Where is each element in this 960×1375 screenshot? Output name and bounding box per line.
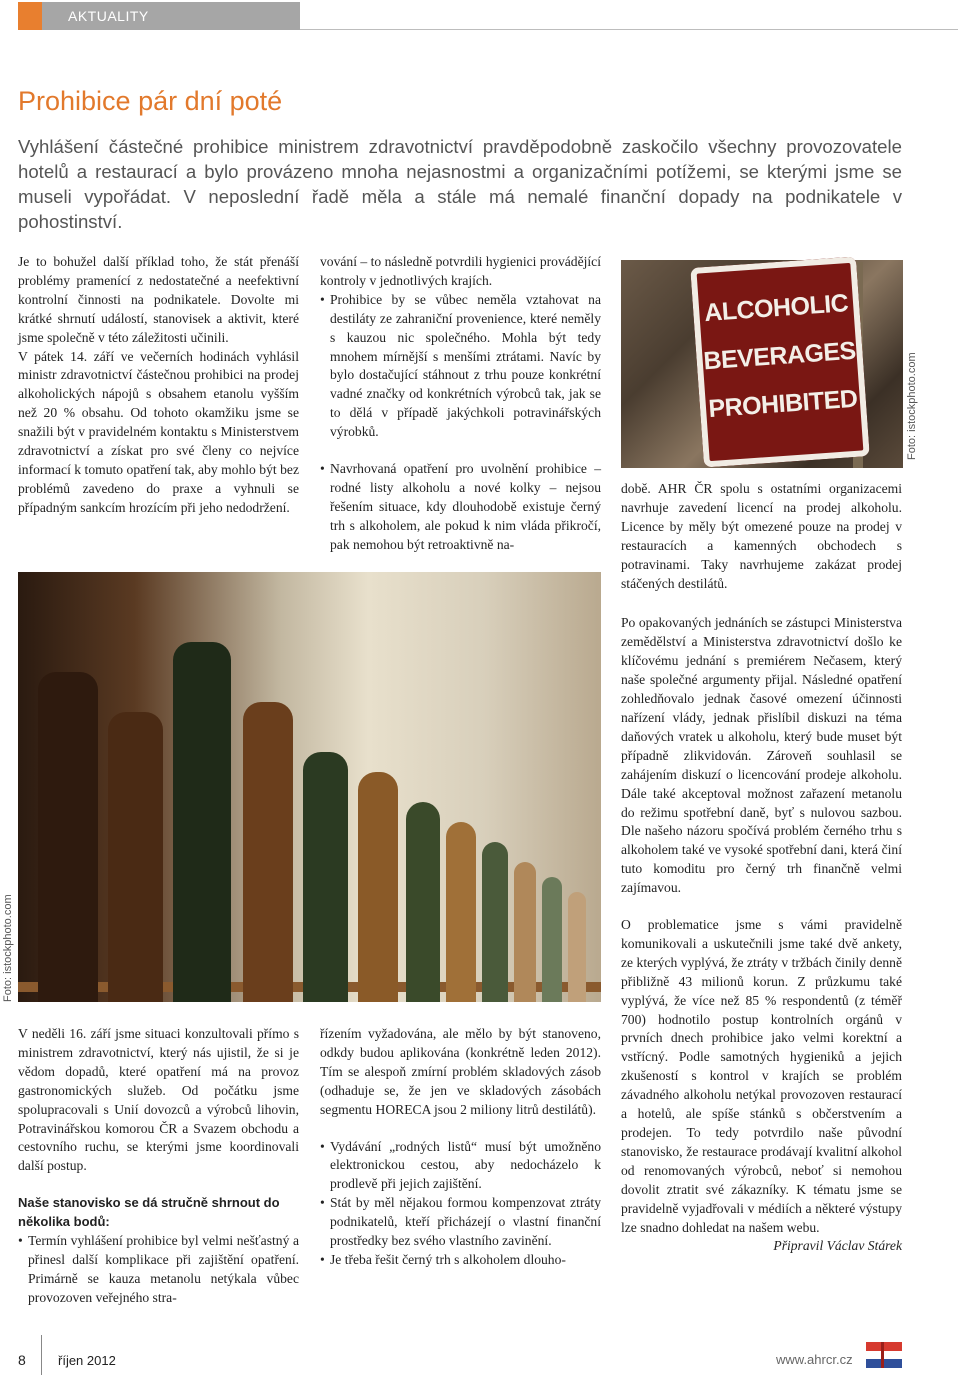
header-rule xyxy=(300,29,958,30)
sign-line: PROHIBITED xyxy=(707,384,859,424)
column-2-bottom xyxy=(320,1025,601,1270)
paragraph: době. AHR ČR spolu s ostatními organizacemi navrhuje zavedení licencí na prodej alkoholu. Licence by měly být omezené pouze na prodej v restauracích a kamenných obchodech s potravinami. Taky navrhujeme zakázat prodej stáčených destilátů. xyxy=(621,481,902,591)
bullet-item: • Prohibice by se vůbec neměla vztahovat na destiláty ze zahraniční provenience, které neměly s kauzou nic společného. Mohla být tedy mnohem mírnější s menšími ztrátami. Navíc by bylo dostačující stáhnout z trhu pouze konkrétní vadné značky od konkrétních výrobců tak, jak se to dělá v případě jakýchkoli potravinářských výrobků. xyxy=(320,291,601,442)
liquor-bottles-photo xyxy=(18,572,601,1002)
bottle xyxy=(542,877,562,1002)
article-title: Prohibice pár dní poté xyxy=(18,86,283,116)
section-accent xyxy=(18,2,42,30)
paragraph: V neděli 16. září jsme situaci konzultovali přímo s ministrem zdravotnictví, který nás ujistil, že si je vědom dopadů, které opatření má na provoz gastronomických služeb. Od počátku jsme spolupracovali s Unií dovozců a výrobců lihovin, Potravinářskou komorou ČR a Svazem obchodu a cestovního ruchu, se kterými jsme koordinovali další postup. xyxy=(18,1026,299,1174)
article-intro: Vyhlášení částečné prohibice ministrem zdravotnictví pravděpodobně zaskočilo všechny provozovatele hotelů a restaurací a bylo provázeno mnoha nejasnostmi a organizačními potížemi, se kterými jsme se museli vypořádat. V neposlední řadě měla a stále má nemalé finanční dopady na podnikatele v pohostinství. xyxy=(18,136,902,232)
column-2-top xyxy=(320,253,601,555)
paragraph: řízením vyžadována, ale mělo by být stanoveno, odkdy budou aplikována (konkrétně leden 2012). Tím se alespoň zmírní problém skladových zásob (odhaduje se, že jen ve skladových zásobách segmentu HORECA jsou 2 miliony litrů destilátů). xyxy=(320,1026,601,1117)
bottle xyxy=(173,642,231,1002)
ahr-logo-icon xyxy=(866,1342,902,1368)
bottle xyxy=(568,892,586,1002)
photo-credit: Foto: istockphoto.com xyxy=(2,894,14,1002)
footer-divider xyxy=(41,1335,42,1375)
bottle xyxy=(482,842,508,1002)
subheading: Naše stanovisko se dá stručně shrnout do několika bodů: xyxy=(18,1195,280,1230)
column-1-top xyxy=(18,253,299,518)
bottle xyxy=(108,712,163,1002)
alcohol-prohibited-sign xyxy=(690,256,870,467)
paragraph: V pátek 14. září ve večerních hodinách vyhlásil ministr zdravotnictví částečnou prohibici na prodej alkoholických nápojů s obsahem etanolu vyšším než 20 % obsahu. Od tohoto okamžiku jsme se snažili být v pravidelném kontaktu s Ministerstvem zdravotnictví a získat pro své členy co nejvíce informací k tomuto opatření tak, aby mohlo být bez problémů zavedeno do praxe a vyhnuli se případným sankcím hrozícím při jeho nedodržení. xyxy=(18,348,299,515)
bottle xyxy=(446,822,476,1002)
bullet-item: • Navrhovaná opatření pro uvolnění prohibice – rodné listy alkoholu a nové kolky – nejsou řešením situace, kdy dlouhodobě existuje černý trh s alkoholem, ale pokud k nim vláda přikročí, pak nemohou být retroaktivně na- xyxy=(320,460,601,555)
paragraph: Po opakovaných jednáních se zástupci Ministerstva zemědělství a Ministerstva zdravotnictví došlo ke klíčovému jednání s premiérem Nečasem, který naše společné argumenty přijal. Následné opatření zohledňovalo jednak časové omezení účinnosti nařízení vlády, jednak přislíbil diskuzi na téma daňových vratek u alkoholu, který bude muset být případně zlikvidován. Zároveň souhlasil se zahájením diskuzí o licencování prodeje alkoholu. Dále také akceptoval možnost zařazení metanolu do režimu spotřební daně, byť s nulovou sazbou. Dle našeho názoru spočívá problém černého trhu s alkoholem také ve vysoké spotřební dani, která činí tuto komoditu pro černý trh finančně velmi zajímavou. xyxy=(621,615,902,896)
bullet-item: • Termín vyhlášení prohibice byl velmi nešťastný a přinesl další komplikace při zajištění opatření. Primárně se kauza metanolu netýkala vůbec provozoven veřejného stra- xyxy=(18,1232,299,1308)
bullet-item: • Vydávání „rodných listů“ musí být umožněno elektronickou cestou, aby nedocházelo k prodlevě při jejich zajištění. xyxy=(320,1138,601,1195)
paragraph: O problematice jsme s vámi pravidelně komunikovali a uskutečnili jsme také dvě ankety, ze kterých vyplývá, že ztráty v tržbách činily denně přibližně 43 milionů korun. Z průzkumu také vyplývá, že více než 85 % respondentů (z téměř 700) hodnotilo postup kontrolních orgánů v prvních dnech prohibice jako velmi korektní a vstřícný. Podle samotných hygieniků a jejich zkušeností s kontrol v krajích se problém závadného alkoholu netýkal provozoven restaurací a hotelů, ale spíše stánků s občerstvením a prodejen. To tedy potvrdilo naše původní stanovisko, že restaurace prodávají kvalitní alkohol od renomovaných výrobců, neboť si nemohou dovolit ztratit své zákazníky. K tématu jsme se pravidelně vyjadřovali v médiích a některé výstupy lze snadno dohledat na našem webu. xyxy=(621,917,902,1235)
issue-date: říjen 2012 xyxy=(58,1353,116,1368)
website-link[interactable]: www.ahrcr.cz xyxy=(776,1352,853,1367)
column-1-bottom xyxy=(18,1025,299,1308)
paragraph: vování – to následně potvrdili hygienici provádějící kontroly v jednotlivých krajích. xyxy=(320,254,601,288)
photo-credit: Foto: istockphoto.com xyxy=(906,352,918,460)
bullet-item: • Stát by měl nějakou formou kompenzovat ztráty podnikatelů, kteří přicházejí o vlastní finanční prostředky bez svého vlastního zavinění. xyxy=(320,1194,601,1251)
bottle xyxy=(38,672,98,1002)
column-3 xyxy=(621,480,902,1256)
sign-line: BEVERAGES xyxy=(702,336,857,376)
section-tab xyxy=(18,2,300,30)
paragraph: Je to bohužel další příklad toho, že stát přenáší problémy pramenící z nedostatečné a neefektivní kontrolní činnosti na podnikatele. Dovolte mi krátké shrnutí událostí, stanovisek a aktivit, které jsme společně v této záležitosti učinili. xyxy=(18,254,299,345)
bottle xyxy=(514,862,536,1002)
bottle xyxy=(243,702,293,1002)
sign-line: ALCOHOLIC xyxy=(703,289,850,328)
page-number: 8 xyxy=(18,1352,26,1368)
bottle xyxy=(303,752,348,1002)
author-signature: Připravil Václav Stárek xyxy=(773,1238,902,1254)
bottle xyxy=(358,772,398,1002)
section-label: AKTUALITY xyxy=(68,8,149,24)
bottle xyxy=(406,802,440,1002)
bullet-item: • Je třeba řešit černý trh s alkoholem dlouho- xyxy=(320,1251,601,1270)
